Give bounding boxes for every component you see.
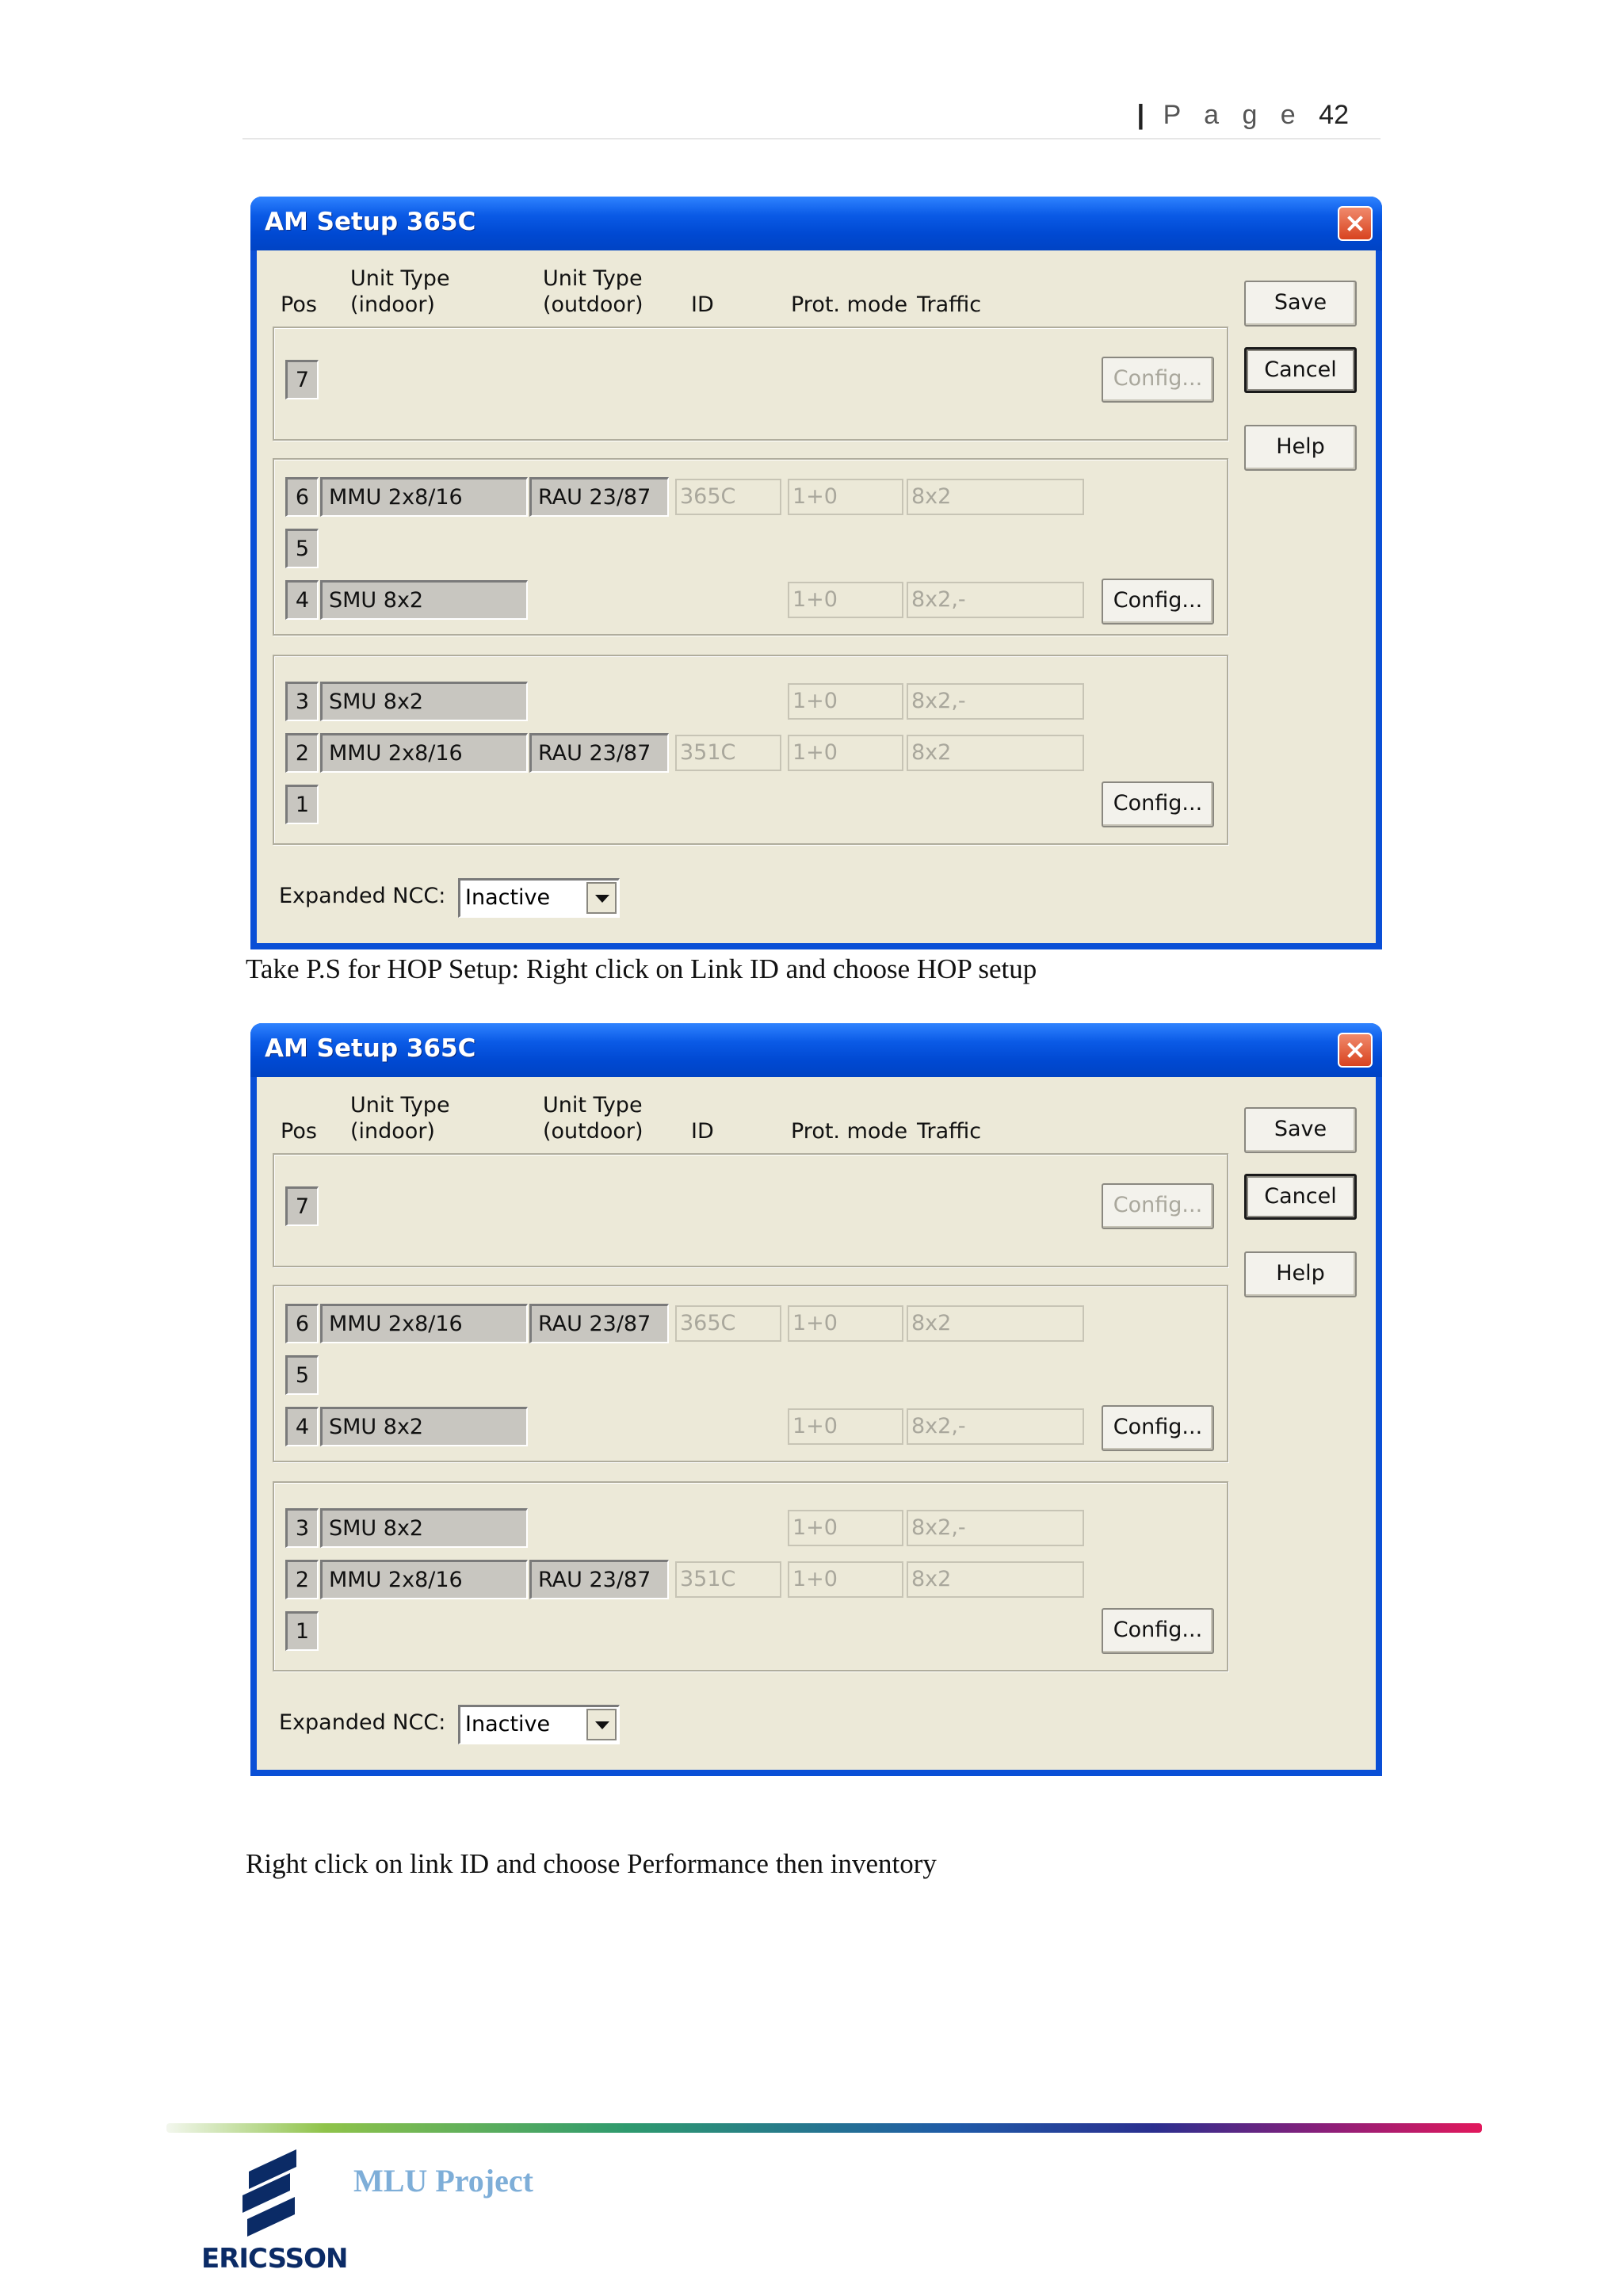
slot-group-top — [273, 1153, 1228, 1267]
link-id-field-2[interactable]: 351C — [675, 1561, 781, 1598]
cancel-button[interactable]: Cancel — [1244, 347, 1357, 393]
chevron-down-icon[interactable] — [586, 1709, 617, 1740]
close-icon[interactable] — [1338, 206, 1373, 241]
prot-mode-field-6: 1+0 — [788, 1305, 903, 1342]
column-header-traffic: Traffic — [917, 292, 982, 317]
dialog-titlebar[interactable] — [250, 1023, 1382, 1077]
unit-indoor-field-4[interactable]: SMU 8x2 — [320, 1407, 528, 1446]
traffic-field-4: 8x2,- — [907, 582, 1084, 618]
prot-mode-field-6: 1+0 — [788, 479, 903, 515]
pos-field-6[interactable]: 6 — [285, 1304, 319, 1343]
config-button-disabled[interactable]: Config... — [1102, 357, 1214, 403]
prot-mode-field-2: 1+0 — [788, 1561, 903, 1598]
slot-group-top — [273, 327, 1228, 441]
page-number: | P a g e 42 — [1136, 100, 1349, 130]
link-id-field-6[interactable]: 365C — [675, 479, 781, 515]
unit-outdoor-field-6[interactable]: RAU 23/87 — [529, 477, 669, 517]
caption-hop-setup: Take P.S for HOP Setup: Right click on Link ID and choose HOP setup — [246, 953, 1037, 984]
link-id-field-2[interactable]: 351C — [675, 735, 781, 771]
unit-indoor-field-6[interactable]: MMU 2x8/16 — [320, 1304, 528, 1343]
slot-group-middle — [273, 458, 1228, 636]
prot-mode-field-3: 1+0 — [788, 1510, 903, 1546]
pos-field-1[interactable]: 1 — [285, 785, 319, 824]
unit-indoor-field-6[interactable]: MMU 2x8/16 — [320, 477, 528, 517]
am-setup-dialog — [250, 1023, 1382, 1776]
pos-field-4[interactable]: 4 — [285, 580, 319, 620]
prot-mode-field-2: 1+0 — [788, 735, 903, 771]
column-header-prot-mode: Prot. mode — [791, 1119, 908, 1144]
traffic-field-6: 8x2 — [907, 479, 1084, 515]
slot-group-bottom — [273, 1481, 1228, 1671]
dialog-client — [257, 250, 1376, 943]
column-header-unit-indoor: Unit Type (indoor) — [350, 266, 450, 317]
expanded-ncc-select[interactable] — [458, 878, 620, 918]
unit-indoor-field-3[interactable]: SMU 8x2 — [320, 1508, 528, 1548]
unit-outdoor-field-6[interactable]: RAU 23/87 — [529, 1304, 669, 1343]
pos-field-7[interactable]: 7 — [285, 360, 319, 399]
expanded-ncc-select[interactable] — [458, 1705, 620, 1744]
config-button-disabled[interactable]: Config... — [1102, 1183, 1214, 1229]
unit-indoor-field-4[interactable]: SMU 8x2 — [320, 580, 528, 620]
pos-field-7[interactable]: 7 — [285, 1186, 319, 1226]
pos-field-3[interactable]: 3 — [285, 1508, 319, 1548]
config-button[interactable]: Config... — [1102, 579, 1214, 625]
ericsson-logo-icon — [238, 2149, 301, 2238]
column-header-id: ID — [691, 292, 714, 317]
pos-field-4[interactable]: 4 — [285, 1407, 319, 1446]
config-button[interactable]: Config... — [1102, 1608, 1214, 1654]
column-header-id: ID — [691, 1119, 714, 1144]
close-icon[interactable] — [1338, 1033, 1373, 1068]
chevron-down-icon[interactable] — [586, 882, 617, 914]
expanded-ncc-value: Inactive — [465, 1712, 551, 1736]
unit-indoor-field-3[interactable]: SMU 8x2 — [320, 682, 528, 721]
pos-field-5[interactable]: 5 — [285, 1355, 319, 1395]
pos-field-2[interactable]: 2 — [285, 733, 319, 773]
unit-indoor-field-2[interactable]: MMU 2x8/16 — [320, 1560, 528, 1599]
slot-group-bottom — [273, 655, 1228, 845]
am-setup-dialog — [250, 197, 1382, 949]
page-header — [242, 87, 1381, 139]
expanded-ncc-value: Inactive — [465, 885, 551, 910]
caption-performance: Right click on link ID and choose Performance then inventory — [246, 1848, 937, 1879]
dialog-title: AM Setup 365C — [265, 1034, 476, 1063]
unit-outdoor-field-2[interactable]: RAU 23/87 — [529, 733, 669, 773]
help-button[interactable]: Help — [1244, 1251, 1357, 1297]
expanded-ncc-label: Expanded NCC: — [279, 1710, 446, 1735]
column-header-unit-indoor: Unit Type (indoor) — [350, 1093, 450, 1144]
column-header-pos: Pos — [281, 292, 317, 317]
save-button[interactable]: Save — [1244, 281, 1357, 327]
traffic-field-4: 8x2,- — [907, 1408, 1084, 1445]
expanded-ncc-label: Expanded NCC: — [279, 884, 446, 908]
cancel-button[interactable]: Cancel — [1244, 1174, 1357, 1220]
traffic-field-2: 8x2 — [907, 735, 1084, 771]
save-button[interactable]: Save — [1244, 1107, 1357, 1153]
column-header-unit-outdoor: Unit Type (outdoor) — [543, 1093, 643, 1144]
prot-mode-field-4: 1+0 — [788, 582, 903, 618]
config-button[interactable]: Config... — [1102, 1405, 1214, 1451]
dialog-titlebar[interactable] — [250, 197, 1382, 250]
column-header-traffic: Traffic — [917, 1119, 982, 1144]
link-id-field-6[interactable]: 365C — [675, 1305, 781, 1342]
prot-mode-field-4: 1+0 — [788, 1408, 903, 1445]
dialog-client — [257, 1077, 1376, 1770]
prot-mode-field-3: 1+0 — [788, 683, 903, 720]
pos-field-1[interactable]: 1 — [285, 1611, 319, 1651]
column-header-prot-mode: Prot. mode — [791, 292, 908, 317]
column-header-pos: Pos — [281, 1119, 317, 1144]
traffic-field-3: 8x2,- — [907, 1510, 1084, 1546]
slot-group-middle — [273, 1285, 1228, 1462]
column-header-unit-outdoor: Unit Type (outdoor) — [543, 266, 643, 317]
pos-field-3[interactable]: 3 — [285, 682, 319, 721]
footer-project-title: MLU Project — [353, 2163, 533, 2199]
pos-field-2[interactable]: 2 — [285, 1560, 319, 1599]
pos-field-5[interactable]: 5 — [285, 529, 319, 568]
traffic-field-6: 8x2 — [907, 1305, 1084, 1342]
help-button[interactable]: Help — [1244, 425, 1357, 471]
unit-outdoor-field-2[interactable]: RAU 23/87 — [529, 1560, 669, 1599]
traffic-field-3: 8x2,- — [907, 683, 1084, 720]
ericsson-wordmark: ERICSSON — [201, 2243, 348, 2275]
footer-color-band — [166, 2123, 1482, 2133]
traffic-field-2: 8x2 — [907, 1561, 1084, 1598]
dialog-title: AM Setup 365C — [265, 208, 476, 236]
config-button[interactable]: Config... — [1102, 781, 1214, 827]
pos-field-6[interactable]: 6 — [285, 477, 319, 517]
unit-indoor-field-2[interactable]: MMU 2x8/16 — [320, 733, 528, 773]
